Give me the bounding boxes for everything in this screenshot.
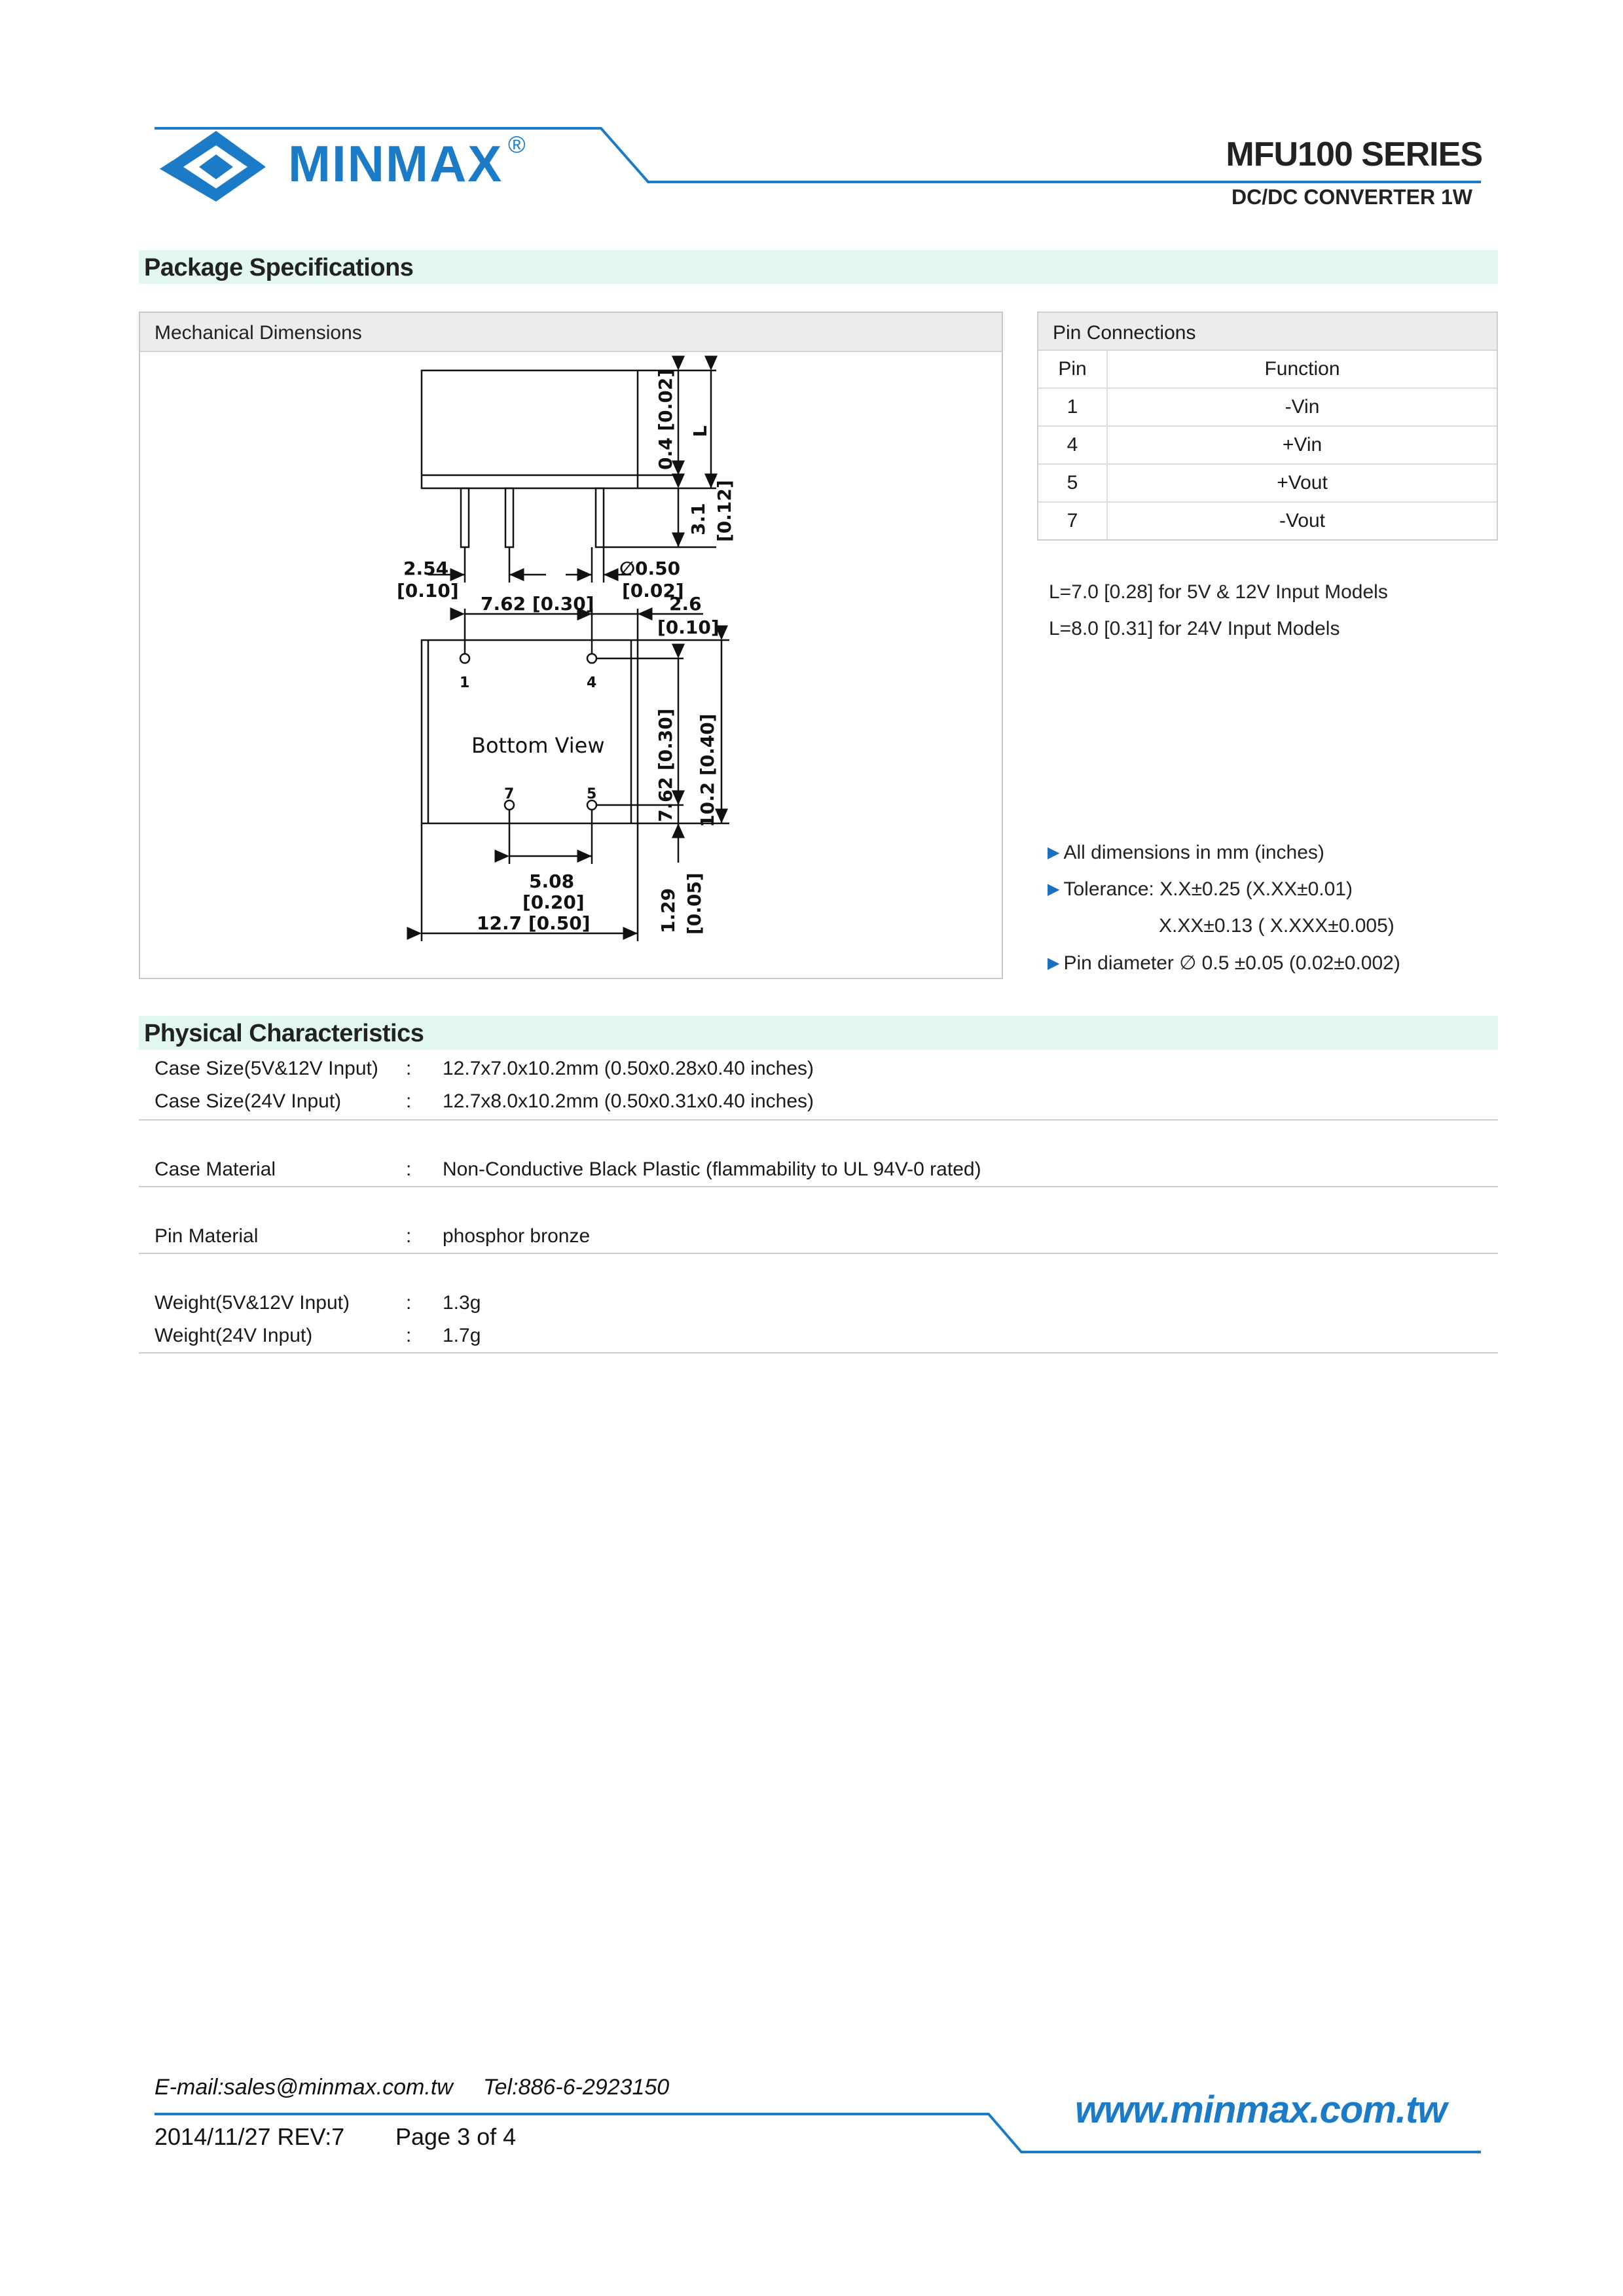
phys-value: 1.7g	[443, 1325, 481, 1346]
bullet-triangle-icon: ▶	[1048, 880, 1060, 898]
phys-label: Case Size(5V&12V Input)	[155, 1058, 378, 1079]
phys-value: 12.7x8.0x10.2mm (0.50x0.31x0.40 inches)	[443, 1090, 814, 1112]
note-tolerance	[1048, 878, 1353, 901]
pin-number: 4	[1038, 427, 1108, 463]
footer-page-number: Page 3 of 4	[395, 2123, 517, 2150]
dim-edge-129-in: [0.05]	[684, 872, 705, 935]
dim-vert-762: 7.62 [0.30]	[655, 708, 676, 822]
dim-edge-129: 1.29	[657, 888, 679, 933]
dim-pitch-254-in: [0.10]	[397, 580, 459, 601]
logo-wordmark: MINMAX	[288, 135, 503, 192]
note-pin-diameter	[1048, 952, 1400, 975]
series-subtitle: DC/DC CONVERTER 1W	[1231, 185, 1472, 209]
table-row	[1038, 427, 1497, 465]
note-dimensions	[1048, 842, 1324, 864]
pin-function: +Vout	[1277, 472, 1328, 493]
dim-standoff: 0.4 [0.02]	[655, 368, 676, 470]
bottom-view-label: Bottom View	[471, 733, 605, 758]
registered-mark: ®	[508, 131, 526, 158]
dim-spacing-762: 7.62 [0.30]	[481, 593, 594, 615]
dim-pitch-254: 2.54	[403, 558, 449, 579]
phys-label: Weight(5V&12V Input)	[155, 1292, 350, 1314]
phys-value: 12.7x7.0x10.2mm (0.50x0.28x0.40 inches)	[443, 1058, 814, 1079]
physical-section-title: Physical Characteristics	[144, 1020, 424, 1047]
pin-number: 7	[1038, 503, 1108, 539]
row-divider	[139, 1352, 1498, 1354]
function-column-header: Function	[1264, 358, 1340, 380]
dim-spacing-508-in: [0.20]	[522, 891, 585, 913]
pin-label-4: 4	[587, 675, 597, 691]
pin-function: -Vout	[1279, 510, 1326, 531]
dim-width-127: 12.7 [0.50]	[477, 912, 591, 934]
dim-vert-102: 10.2 [0.40]	[697, 713, 718, 827]
table-row	[1038, 503, 1497, 539]
phys-colon: :	[406, 1225, 412, 1247]
dim-edge-26: 2.6	[669, 593, 702, 615]
phys-label: Pin Material	[155, 1225, 259, 1247]
footer-email: E-mail:sales@minmax.com.tw	[155, 2075, 453, 2100]
phys-colon: :	[406, 1325, 412, 1346]
phys-colon: :	[406, 1292, 412, 1314]
pin-number: 5	[1038, 465, 1108, 501]
dim-pin-diameter: ∅0.50	[619, 558, 681, 579]
bullet-triangle-icon: ▶	[1048, 954, 1060, 972]
dim-height-L: L	[689, 425, 711, 437]
table-row	[1038, 389, 1497, 427]
phys-colon: :	[406, 1158, 412, 1180]
phys-label: Case Size(24V Input)	[155, 1090, 342, 1112]
row-divider	[139, 1253, 1498, 1254]
pin-column-header: Pin	[1038, 351, 1108, 387]
mech-panel-title: Mechanical Dimensions	[155, 322, 362, 344]
row-divider	[139, 1119, 1498, 1121]
phys-value: Non-Conductive Black Plastic (flammability to UL 94V-0 rated)	[443, 1158, 981, 1180]
physical-section-bar	[139, 1016, 1498, 1050]
dim-edge-26-in: [0.10]	[657, 617, 720, 638]
phys-colon: :	[406, 1058, 412, 1079]
package-section-title: Package Specifications	[144, 254, 414, 281]
dim-spacing-508: 5.08	[529, 870, 575, 892]
mechanical-drawing	[140, 313, 1002, 978]
pin-label-5: 5	[587, 786, 597, 802]
pin-table-title: Pin Connections	[1053, 322, 1196, 344]
pin-label-1: 1	[460, 675, 470, 691]
footer-tel: Tel:886-6-2923150	[483, 2075, 670, 2100]
phys-colon: :	[406, 1090, 412, 1112]
pin-connections-table	[1037, 312, 1498, 541]
pin-function: -Vin	[1285, 396, 1320, 418]
minmax-logo-icon	[160, 131, 266, 202]
series-title: MFU100 SERIES	[1226, 135, 1482, 173]
phys-value: phosphor bronze	[443, 1225, 591, 1247]
phys-label: Case Material	[155, 1158, 276, 1180]
dim-pin-diameter-in: [0.02]	[622, 580, 684, 601]
pin-table-title-bar	[1038, 313, 1497, 351]
pin-label-7: 7	[504, 786, 515, 802]
table-row	[1038, 465, 1497, 503]
dim-pin-length-in: [0.12]	[714, 480, 735, 542]
l-note-24v: L=8.0 [0.31] for 24V Input Models	[1049, 618, 1340, 639]
phys-value: 1.3g	[443, 1292, 481, 1314]
footer-website-link[interactable]: www.minmax.com.tw	[1075, 2089, 1447, 2131]
dim-pin-length: 3.1	[687, 503, 709, 535]
pin-function: +Vin	[1282, 434, 1322, 456]
footer-date-rev: 2014/11/27 REV:7	[155, 2123, 345, 2150]
note-pin-diameter-text: Pin diameter ∅ 0.5 ±0.05 (0.02±0.002)	[1063, 952, 1400, 974]
bullet-triangle-icon: ▶	[1048, 844, 1060, 861]
row-divider	[139, 1186, 1498, 1187]
note-tolerance-2: X.XX±0.13 ( X.XXX±0.005)	[1159, 915, 1395, 937]
l-note-5v-12v: L=7.0 [0.28] for 5V & 12V Input Models	[1049, 581, 1388, 603]
package-section-bar	[139, 250, 1498, 284]
phys-label: Weight(24V Input)	[155, 1325, 313, 1346]
mechanical-dimensions-panel	[139, 312, 1003, 979]
note-tolerance-text: Tolerance: X.X±0.25 (X.XX±0.01)	[1063, 878, 1353, 900]
pin-table-header-row	[1038, 351, 1497, 389]
pin-number: 1	[1038, 389, 1108, 425]
note-dimensions-text: All dimensions in mm (inches)	[1063, 842, 1324, 863]
